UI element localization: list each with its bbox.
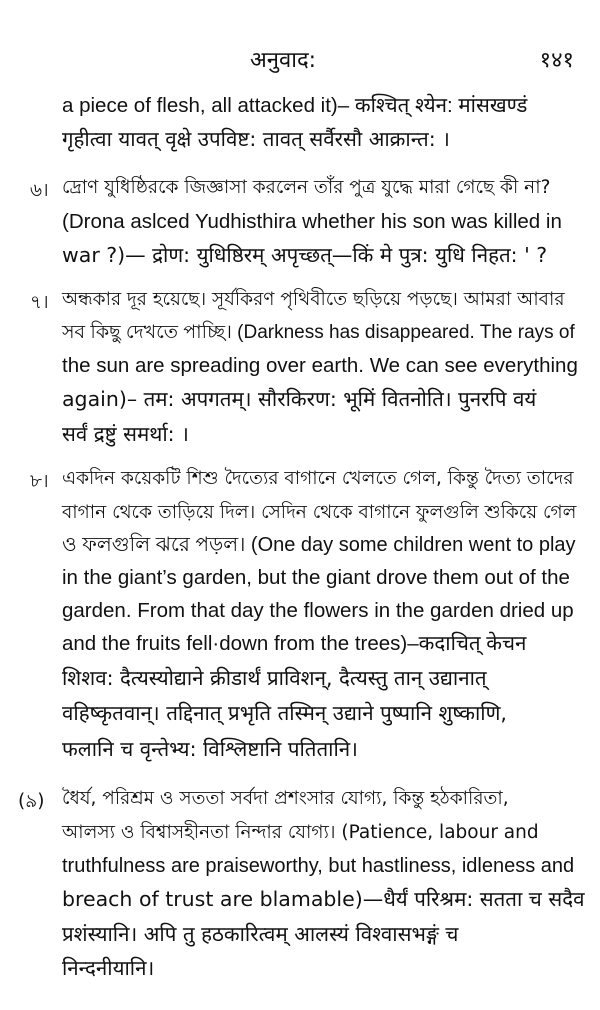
- text-line: ও ফলগুলি ঝরে পড়ল। (One day some children went to play: [62, 534, 576, 556]
- text-line: breach of trust are blamable)—धैर्यं परिश्रम: सतता च सदैव: [62, 887, 585, 911]
- item-number: (৯): [18, 791, 45, 812]
- text-line: वहिष्कृतवान्। तद्दिनात् प्रभृति तस्मिन् उद्याने पुष्पानि शुष्काणि,: [62, 701, 507, 725]
- text-line: निन्दनीयानि।: [62, 956, 155, 980]
- text-line: বাগান থেকে তাড়িয়ে দিল। সেদিন থেকে বাগানে ফুলগুলি শুকিয়ে গেল: [62, 502, 577, 523]
- text-line: দ্রোণ যুধিষ্ঠিরকে জিজ্ঞাসা করলেন তাঁর পুত্র যুদ্ধে মারা গেছে কী না?: [62, 177, 551, 198]
- text-line: (Drona aslced Yudhisthira whether his son was killed in: [62, 210, 562, 233]
- text-line: একদিন কয়েকটি শিশু দৈত্যের বাগানে খেলতে গেল, কিন্তু দৈত্য তাদের: [62, 468, 574, 489]
- text-line: war ?)— द्रोण: युधिष्ठिरम् अपृच्छत्—किं मे पुत्र: युधि निहत: ' ?: [62, 243, 548, 267]
- text-line: a piece of flesh, all attacked it)– कश्चित् श्येन: मांसखण्डं: [62, 94, 528, 117]
- page-header: [0, 44, 600, 84]
- text-line: फलानि च वृन्तेभ्य: विश्लिष्टानि पतितानि।: [62, 737, 358, 761]
- running-title: अनुवाद:: [250, 48, 317, 73]
- text-line: and the fruits fell·down from the trees)–कदाचित् केचन: [62, 632, 527, 655]
- text-line: in the giant’s garden, but the giant drove them out of the: [62, 566, 570, 589]
- text-line: प्रशंस्यानि। अपि तु हठकारित्वम् आलस्यं विश्वासभङ्गं च: [62, 922, 459, 946]
- text-line: truthfulness are praiseworthy, but hastliness, idleness and: [62, 855, 575, 877]
- text-line: again)– तम: अपगतम्। सौरकिरण: भूमिं वितनोति। पुनरपि वयं: [62, 387, 537, 411]
- text-line: garden. From that day the flowers in the garden dried up: [62, 599, 574, 622]
- text-line: शिशव: दैत्यस्योद्याने क्रीडार्थं प्राविशन्, दैत्यस्तु तान् उद्यानात्: [62, 666, 487, 690]
- item-number: ৮।: [30, 471, 49, 492]
- text-line: অন্ধকার দূর হয়েছে। সূর্যকিরণ পৃথিবীতে ছড়িয়ে পড়ছে। আমরা আবার: [62, 289, 565, 310]
- text-line: আলস্য ও বিশ্বাসহীনতা নিন্দার যোগ্য। (Patience, labour and: [62, 822, 539, 843]
- text-line: सर्वं द्रष्टुं समर्था: ।: [62, 422, 189, 446]
- text-line: गृहीत्वा यावत् वृक्षे उपविष्ट: तावत् सर्वैरसौ आक्रान्त: ।: [62, 127, 450, 151]
- text-line: the sun are spreading over earth. We can see everything: [62, 354, 578, 377]
- item-number: ৭।: [30, 292, 49, 313]
- page-number: १४१: [539, 48, 574, 73]
- text-line: সব কিছু দেখতে পাচ্ছি। (Darkness has disappeared. The rays of: [62, 322, 575, 343]
- item-number: ৬।: [30, 180, 49, 201]
- text-line: ধৈর্য, পরিশ্রম ও সততা সর্বদা প্রশংসার যোগ্য, কিন্তু হঠকারিতা,: [62, 788, 509, 809]
